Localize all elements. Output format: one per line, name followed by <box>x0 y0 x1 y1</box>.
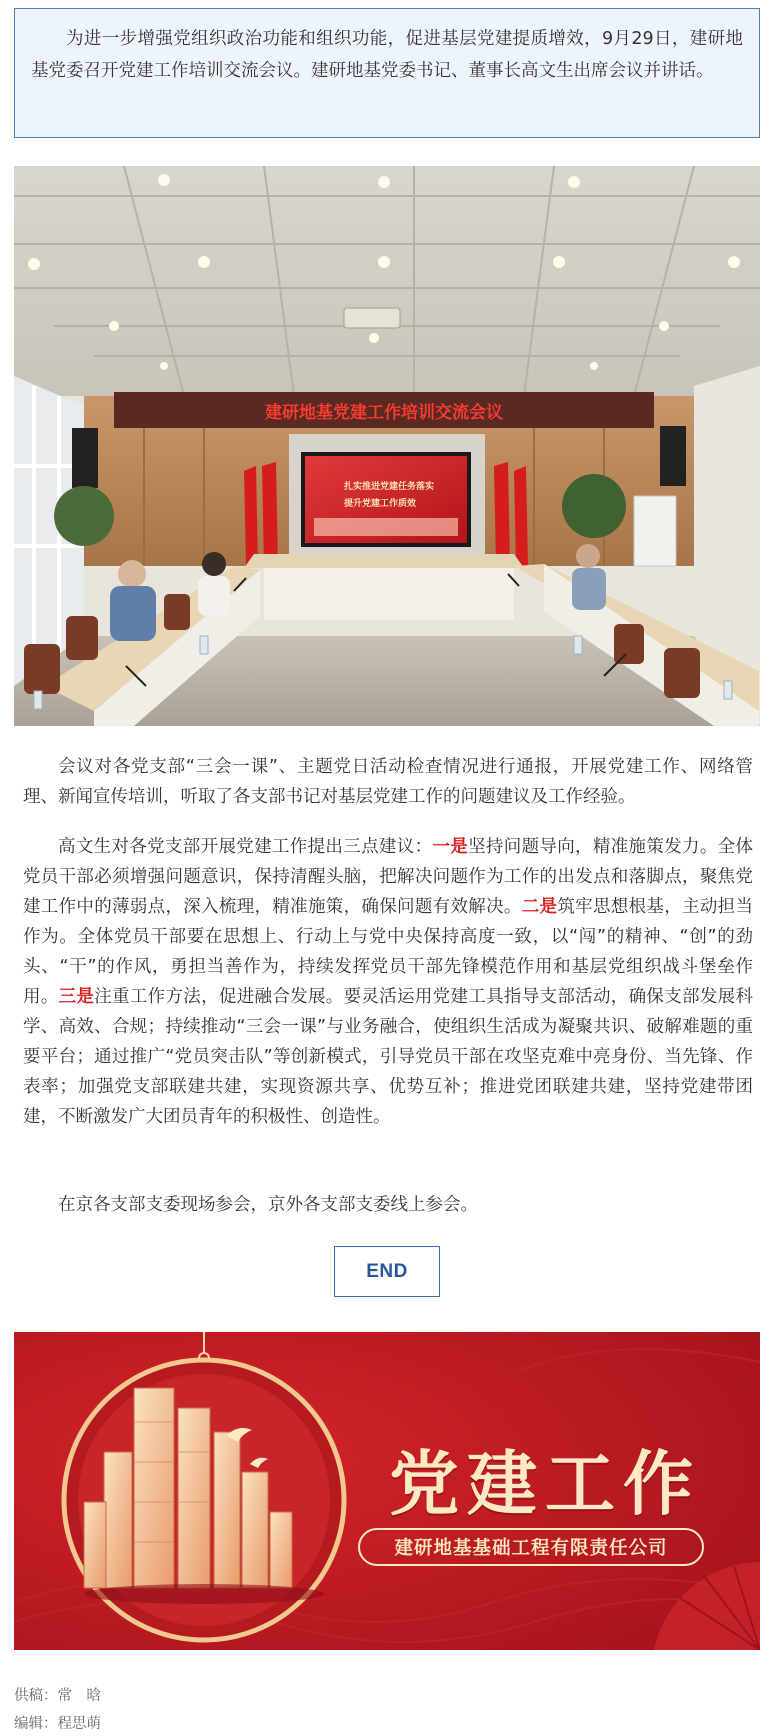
company-name-pill <box>358 1528 704 1566</box>
paragraph-1-text: 会议对各党支部“三会一课”、主题党日活动检查情况进行通报，开展党建工作、网络管理、新闻宣传培训，听取了各支部书记对基层党建工作的问题建议及工作经验。 <box>23 757 753 807</box>
room-banner-text: 建研地基党建工作培训交流会议 <box>265 403 503 423</box>
meeting-photo <box>14 166 760 726</box>
supplier-name: 常 晗 <box>57 1688 101 1704</box>
editor-name: 程思萌 <box>57 1716 101 1732</box>
supplier-line <box>14 1682 101 1710</box>
point-3-keyword: 三是 <box>58 987 95 1007</box>
party-building-banner <box>14 1332 760 1650</box>
supplier-label: 供稿： <box>14 1688 58 1704</box>
end-label: END <box>366 1260 408 1282</box>
editor-label: 编辑： <box>14 1716 58 1732</box>
meeting-room-illustration <box>14 166 760 726</box>
company-name: 建研地基基础工程有限责任公司 <box>394 1538 668 1559</box>
point-1-text: 坚持问题导向，精准施策发力。全体党员干部必须增强问题意识，保持清醒头脑，把解决问题作为工作的出发点和落脚点，聚焦党建工作中的薄弱点，深入梳理，精准施策，确保问题有效解决。 <box>23 837 754 917</box>
paragraph-3-text: 在京各支部支委现场参会，京外各支部支委线上参会。 <box>58 1195 478 1215</box>
point-2-text: 筑牢思想根基，主动担当作为。全体党员干部要在思想上、行动上与党中央保持高度一致，以“闯”的精神、“创”的劲头、“干”的作风，勇担当善作为，持续发挥党员干部先锋模范作用和基层党组织战斗堡垒作用。 <box>23 897 753 1007</box>
paragraph-2-text <box>23 832 753 1132</box>
screen-line2: 提升党建工作质效 <box>344 499 417 509</box>
end-marker <box>334 1246 440 1297</box>
paragraph-1 <box>23 752 753 812</box>
banner-title: 党建工作 <box>389 1443 701 1525</box>
point-1-keyword: 一是 <box>432 837 469 857</box>
intro-box <box>14 8 760 138</box>
paragraph-3 <box>23 1190 753 1220</box>
editor-line <box>14 1710 101 1736</box>
credits <box>14 1682 101 1736</box>
intro-text: 为进一步增强党组织政治功能和组织功能，促进基层党建提质增效，9月29日，建研地基党委召开党建工作培训交流会议。建研地基党委书记、董事长高文生出席会议并讲话。 <box>31 29 743 81</box>
paragraph-2 <box>23 832 753 1132</box>
point-3-text: 注重工作方法，促进融合发展。要灵活运用党建工具指导支部活动，确保支部发展科学、高效、合规；持续推动“三会一课”与业务融合，使组织生活成为凝聚共识、破解难题的重要平台；通过推广“党员突击队”等创新模式，引导党员干部在攻坚克难中亮身份、当先锋、作表率；加强党支部联建共建，实现资源共享、优势互补；推进党团联建共建，坚持党建带团建，不断激发广大团员青年的积极性、创造性。 <box>23 987 753 1127</box>
point-2-keyword: 二是 <box>521 897 558 917</box>
paragraph-2-intro: 高文生对各党支部开展党建工作提出三点建议： <box>58 837 433 857</box>
screen-line1: 扎实推进党建任务落实 <box>344 482 435 492</box>
